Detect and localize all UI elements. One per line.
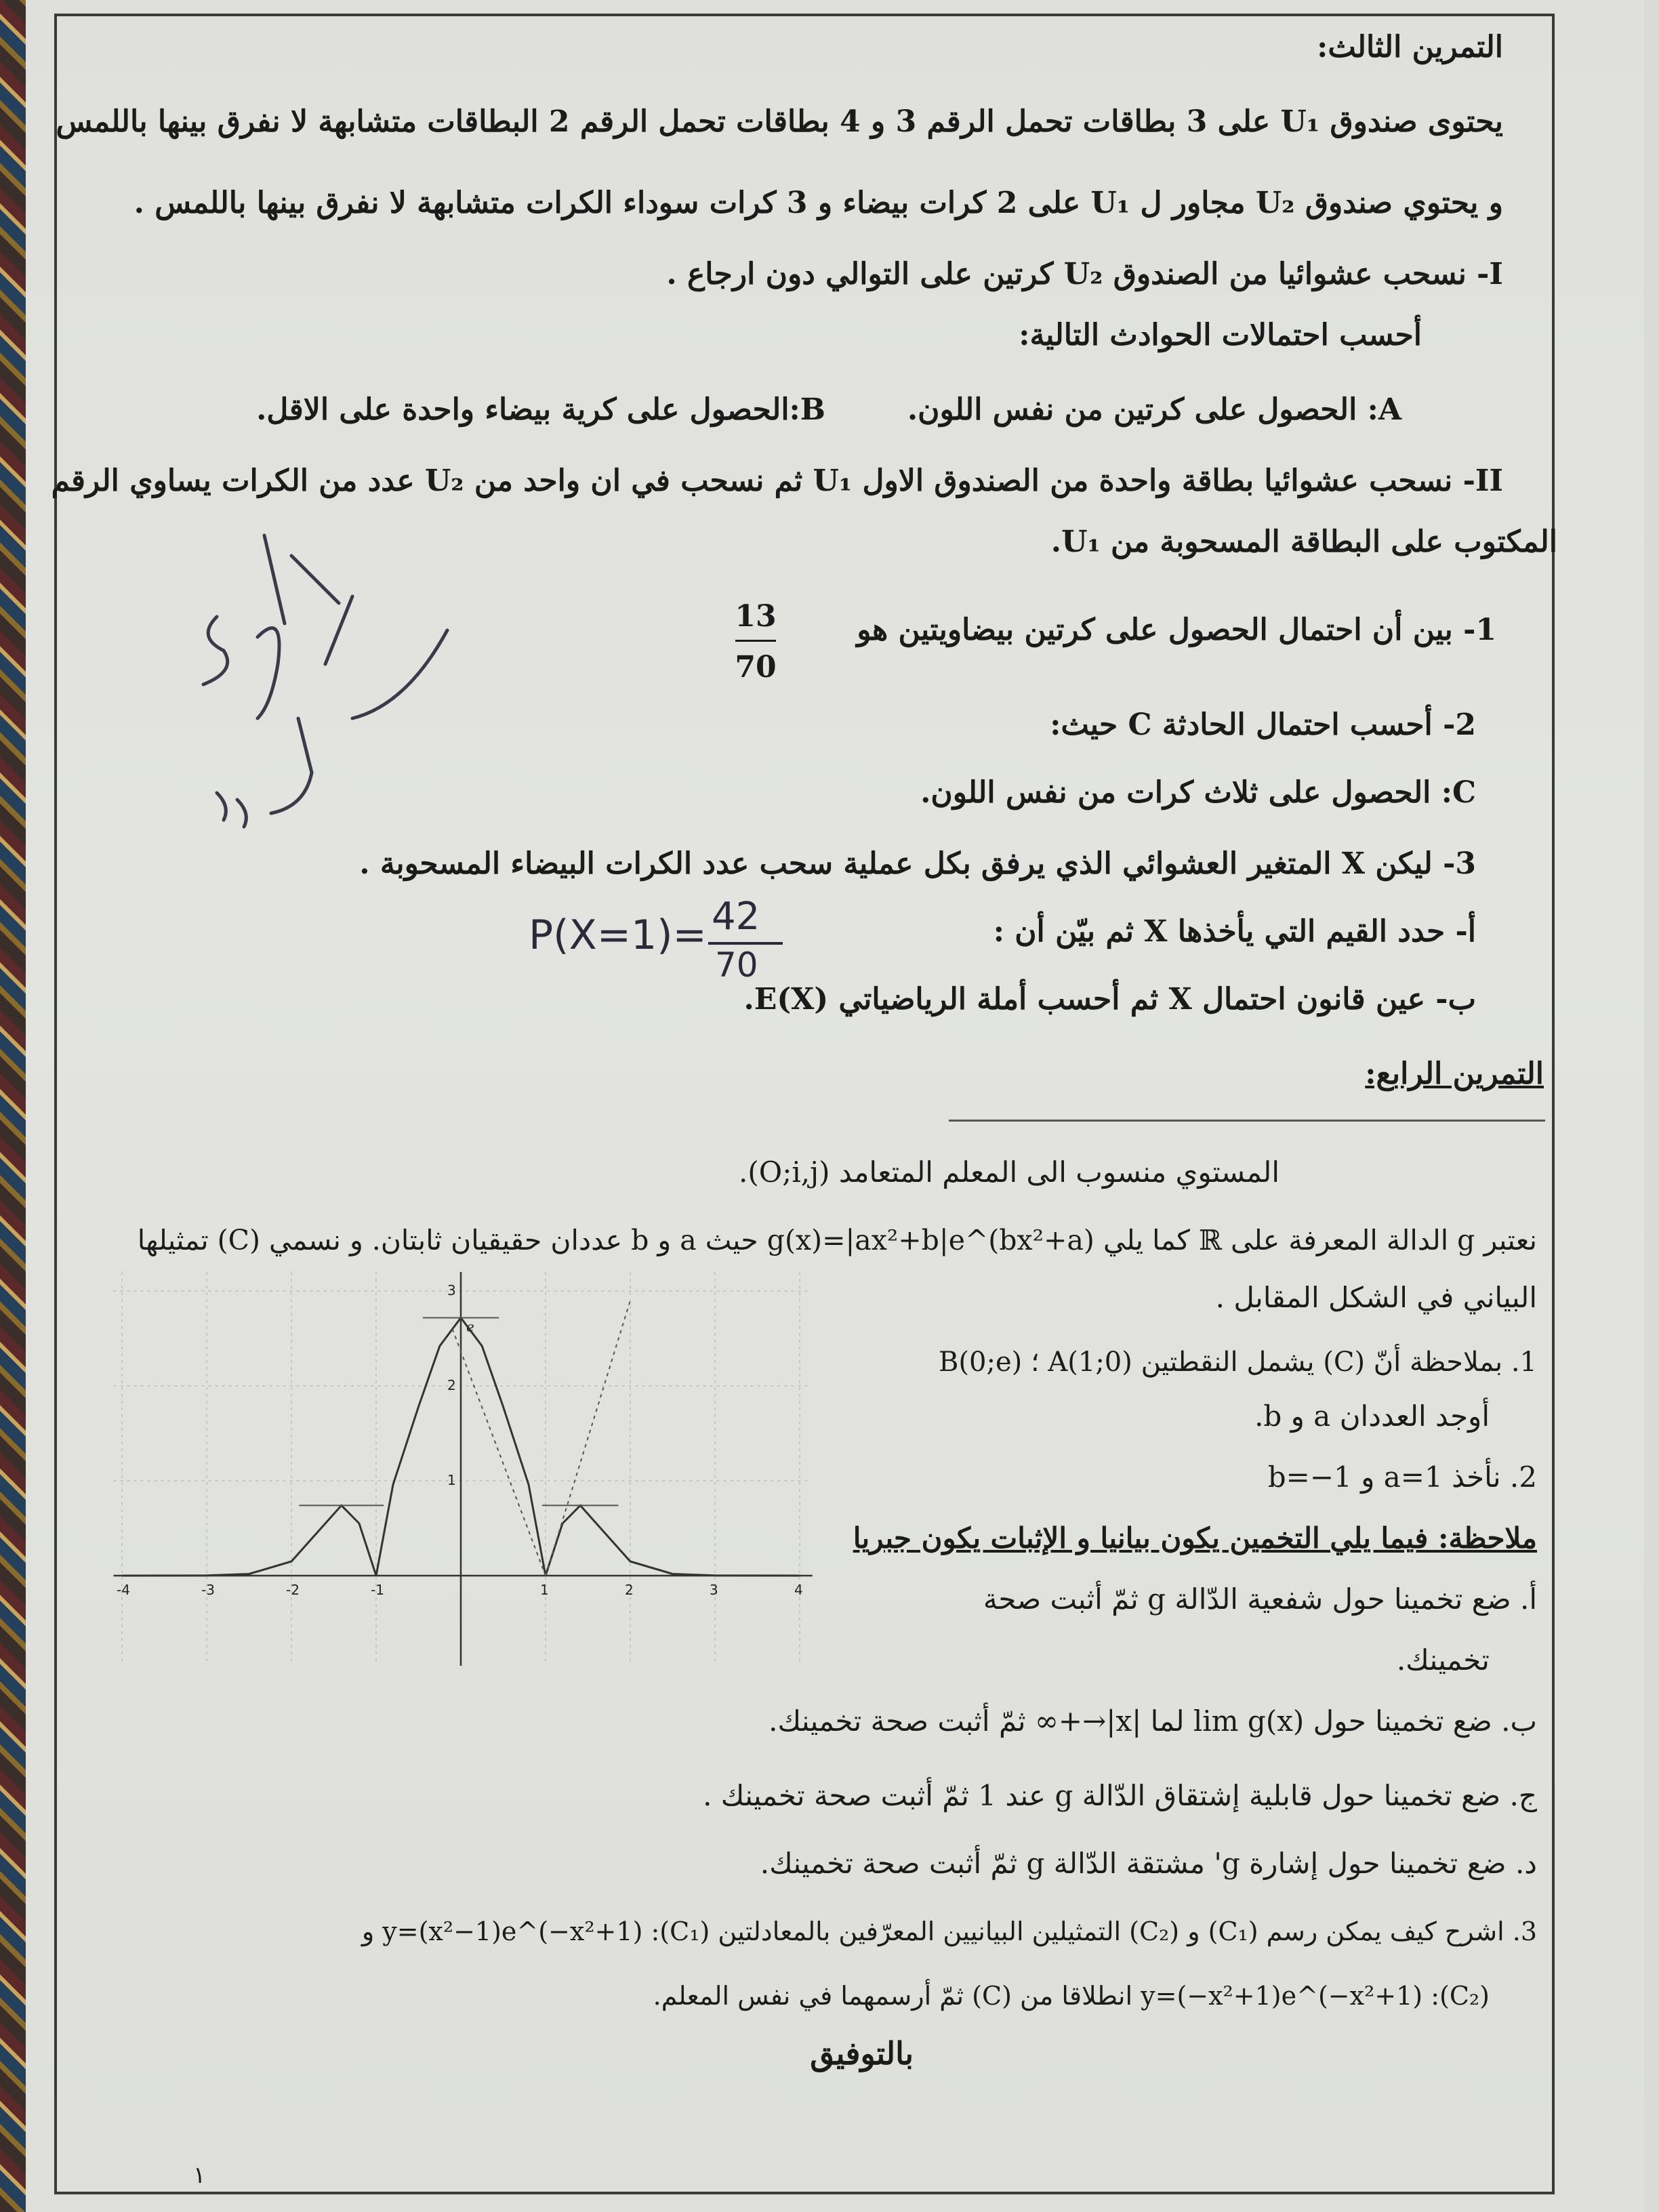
- ex3-q3b: ب- عين قانون احتمال X ثم أحسب أملة الرياضياتي E(X).: [743, 982, 1476, 1017]
- ex3-q2: 2- أحسب احتمال الحادثة C حيث:: [1050, 708, 1476, 742]
- x-tick-label: 4: [794, 1582, 803, 1598]
- ex4-title: التمرين الرابع:: [1365, 1057, 1544, 1091]
- x-tick-label: -4: [117, 1582, 130, 1598]
- x-tick-label: -2: [286, 1582, 300, 1598]
- x-tick-label: 2: [625, 1582, 634, 1598]
- handwritten-scribble: [176, 515, 461, 840]
- ex3-part2: II- نسحب عشوائيا بطاقة واحدة من الصندوق الاول U₁ ثم نسحب في ان واحد من U₂ عدد من الكرات يساوي الرقم: [51, 464, 1503, 498]
- ex4-q1a: 1. بملاحظة أنّ (C) يشمل النقطتين A(1;0) ؛ B(0;e): [939, 1347, 1537, 1378]
- ex4-line1: نعتبر g الدالة المعرفة على ℝ كما يلي g(x)=|ax²+b|e^(bx²+a) حيث a و b عددان حقيقيان ثابتان. و نسمي (C) تمثيلها: [137, 1224, 1537, 1256]
- ex4-qd: د. ضع تخمينا حول إشارة g' مشتقة الدّالة g ثمّ أثبت صحة تخمينك.: [760, 1847, 1537, 1880]
- ex4-qa: أ. ضع تخمينا حول شفعية الدّالة g ثمّ أثبت صحة: [983, 1582, 1537, 1616]
- function-graph: [108, 1261, 827, 1681]
- ex4-qb: ب. ضع تخمينا حول lim g(x) لما |x|→+∞ ثمّ أثبت صحة تخمينك.: [769, 1704, 1537, 1738]
- ex4-q1b: أوجد العددان a و b.: [1254, 1399, 1490, 1433]
- ex3-part2-cont: المكتوب على البطاقة المسحوبة من U₁.: [1050, 525, 1557, 559]
- x-tick-label: 1: [540, 1582, 549, 1598]
- x-tick-label: -1: [371, 1582, 384, 1598]
- ex3-title: التمرين الثالث:: [1317, 30, 1503, 64]
- ex4-note: ملاحظة: فيما يلي التخمين يكون بيانيا و الإثبات يكون جبريا: [853, 1521, 1537, 1555]
- y-tick-label: 2: [447, 1377, 456, 1393]
- x-tick-label: -3: [201, 1582, 215, 1598]
- y-tick-label: 1: [447, 1472, 456, 1488]
- fraction-denominator: 70: [735, 650, 777, 684]
- fraction-bar: [735, 640, 776, 642]
- tangent-lines: [299, 1300, 630, 1576]
- ex3-line2: و يحتوي صندوق U₂ مجاور ل U₁ على 2 كرات بيضاء و 3 كرات سوداء الكرات متشابهة لا نفرق بينها باللمس .: [134, 186, 1503, 220]
- fraction-numerator: 13: [735, 599, 777, 634]
- ex4-qc: ج. ضع تخمينا حول قابلية إشتقاق الدّالة g عند 1 ثمّ أثبت صحة تخمينك .: [703, 1779, 1537, 1812]
- ex3-event-c: C: الحصول على ثلاث كرات من نفس اللون.: [920, 775, 1476, 810]
- handwritten-numerator: 42: [712, 895, 760, 939]
- ex4-q3b: (C₂): y=(−x²+1)e^(−x²+1) انطلاقا من (C) ثمّ أرسمهما في نفس المعلم.: [653, 1981, 1490, 2011]
- ex3-event-b: B:الحصول على كرية بيضاء واحدة على الاقل.: [256, 392, 825, 427]
- half-tangent-line: [453, 1329, 546, 1576]
- x-tick-label: 3: [710, 1582, 718, 1598]
- ex4-qa-cont: تخمينك.: [1396, 1643, 1490, 1677]
- ex3-q1: 1- بين أن احتمال الحصول على كرتين بيضاويتين هو: [857, 613, 1496, 647]
- handwritten-denominator: 70: [715, 945, 758, 985]
- background-right: [1644, 0, 1659, 2212]
- ex4-line2: البياني في الشكل المقابل .: [1215, 1281, 1537, 1314]
- ex4-frame-line: المستوي منسوب الى المعلم المتعامد (O;i,j).: [739, 1155, 1279, 1189]
- ex3-instruction: أحسب احتمالات الحوادث التالية:: [1019, 318, 1422, 352]
- page-number: ١: [193, 2162, 206, 2189]
- ex3-q3: 3- ليكن X المتغير العشوائي الذي يرفق بكل عملية سحب عدد الكرات البيضاء المسحوبة .: [359, 846, 1476, 881]
- closing: بالتوفيق: [810, 2035, 914, 2072]
- ex3-line1: يحتوى صندوق U₁ على 3 بطاقات تحمل الرقم 3 و 4 بطاقات تحمل الرقم 2 البطاقات متشابهة لا نفرق بينها باللمس: [56, 104, 1503, 139]
- ex3-q3a: أ- حدد القيم التي يأخذها X ثم بيّن أن :: [993, 914, 1476, 949]
- ex4-q3a: 3. اشرح كيف يمكن رسم (C₁) و (C₂) التمثيلين البيانيين المعرّفين بالمعادلتين (C₁): y=(x²−1)e^(−x²+1) و: [361, 1917, 1537, 1946]
- ex3-part1: I- نسحب عشوائيا من الصندوق U₂ كرتين على التوالي دون ارجاع .: [666, 257, 1503, 291]
- handwritten-fraction-bar: [708, 942, 783, 945]
- axis-ticks: [117, 1282, 803, 1598]
- handwritten-formula: P(X=1)=: [529, 912, 707, 959]
- ex4-q2: 2. نأخذ a=1 و b=−1: [1267, 1460, 1537, 1494]
- divider-line: [949, 1120, 1545, 1122]
- annotation-e: e: [466, 1318, 474, 1335]
- ex3-event-a: A: الحصول على كرتين من نفس اللون.: [907, 392, 1401, 427]
- y-tick-label: 3: [447, 1282, 456, 1298]
